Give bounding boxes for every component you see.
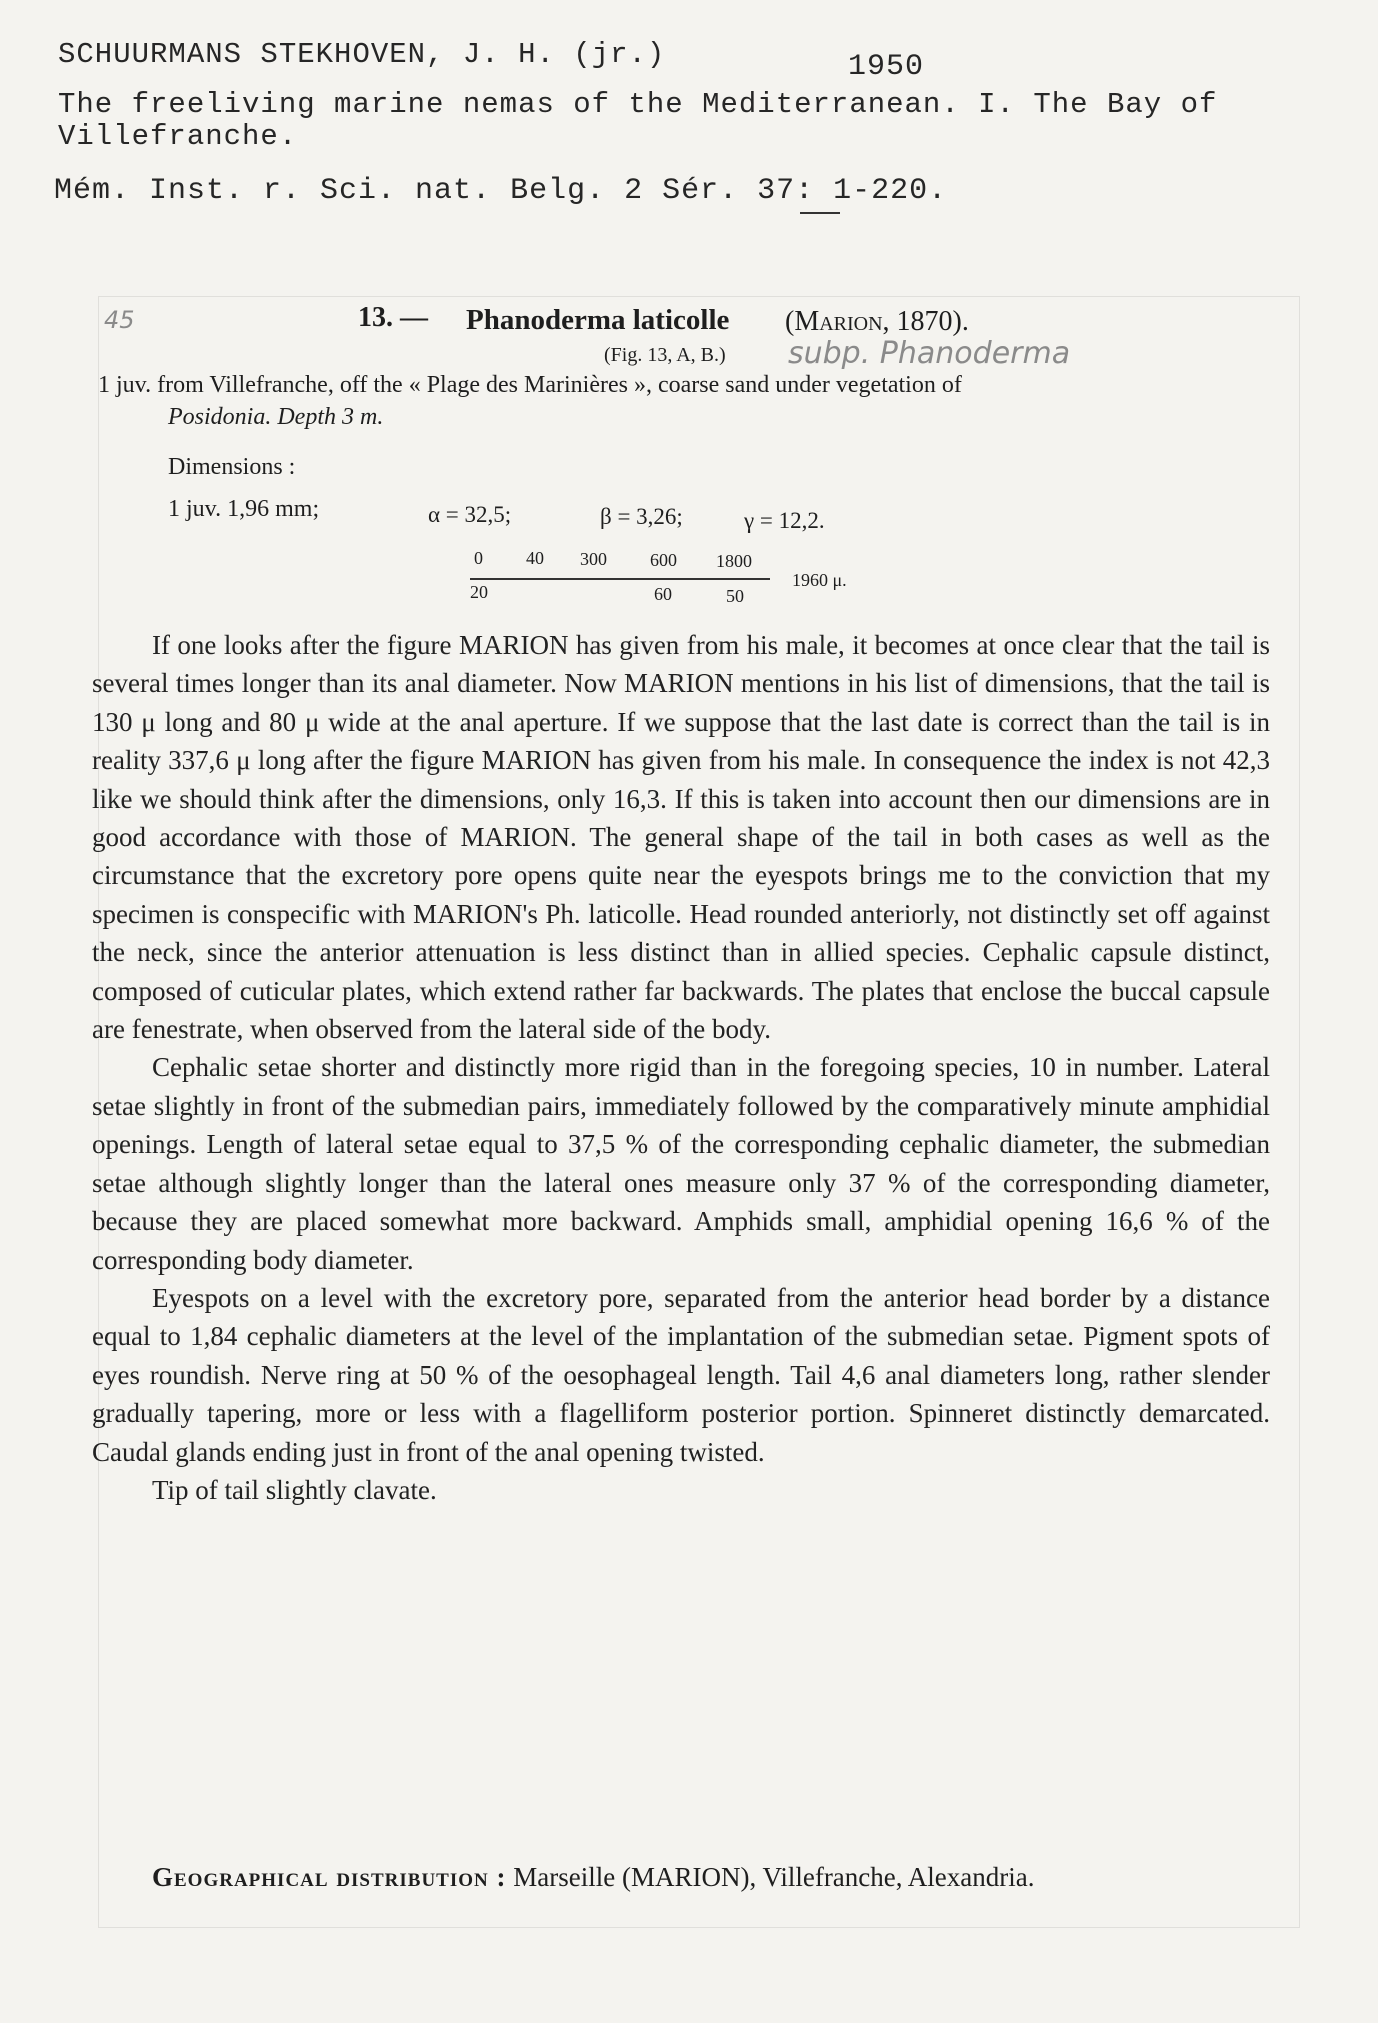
formula-bottom-2: 50 [726,586,744,606]
formula-top-1: 40 [526,548,544,568]
species-heading-author: (Marion, 1870). [785,306,969,337]
geographical-distribution [152,1862,1034,1893]
title-line-1: The freeliving marine nemas of the Mediterranean. I. The Bay of [58,88,1218,121]
figure-reference: (Fig. 13, A, B.) [604,344,726,366]
species-heading-name: Phanoderma laticolle [466,304,730,336]
dimension-alpha: α = 32,5; [428,502,512,527]
formula-top-0: 0 [474,548,483,568]
formula-divider [470,578,770,580]
year: 1950 [848,50,925,84]
body-text [92,626,1270,1509]
dimensions-label: Dimensions : [168,454,296,480]
paragraph-2: Cephalic setae shorter and distinctly more rigid than in the foregoing species, 10 in number. Lateral setae slightly in front of the submedian pairs, immediately followed by the comparatively minute amphidial openings. Length of lateral setae equal to 37,5 % of the corresponding cephalic diameter, the submedian setae although slightly longer than the lateral ones measure only 37 % of the corresponding diameter, because they are placed somewhat more backward. Amphids small, amphidial opening 16,6 % of the corresponding body diameter. [92,1052,1270,1275]
dimension-specimen: 1 juv. 1,96 mm; [168,496,320,522]
page-number-annotation: 45 [104,306,135,334]
paragraph-4: Tip of tail slightly clavate. [152,1474,437,1505]
paragraph-1: If one looks after the figure MARION has given from his male, it becomes at once clear that the tail is several times longer than its anal diameter. Now MARION mentions in his list of dimensions, that the tail is 130 μ long and 80 μ wide at the anal aperture. If we suppose that the last date is correct than the tail is in reality 337,6 μ long after the figure MARION has given from his male. In consequence the index is not 42,3 like we should think after the dimensions, only 16,3. If this is taken into account then our dimensions are in good accordance with those of MARION. The general shape of the tail in both cases as well as the circumstance that the excretory pore opens quite near the eyespots brings me to the conviction that my specimen is conspecific with MARION's Ph. laticolle. Head rounded anteriorly, not distinctly set off against the neck, since the anterior attenuation is less distinct than in allied species. Cephalic capsule distinct, composed of cuticular plates, which extend rather far backwards. The plates that enclose the buccal capsule are fenestrate, when observed from the lateral side of the body. [92,630,1270,1045]
formula-total: 1960 μ. [792,570,847,590]
formula-bottom-0: 20 [470,582,488,602]
species-heading-number: 13. — [358,302,428,333]
geo-value: Marseille (MARION), Villefranche, Alexandria. [513,1862,1035,1892]
author-line: SCHUURMANS STEKHOVEN, J. H. (jr.) [58,38,666,71]
geo-label: Geographical distribution : [152,1862,507,1892]
formula-top-4: 1800 [716,551,752,571]
material-line-1: 1 juv. from Villefranche, off the « Plage des Marinières », coarse sand under vegetation of [98,372,962,398]
paragraph-3: Eyespots on a level with the excretory pore, separated from the anterior head border by a distance equal to 1,84 cephalic diameters at the level of the implantation of the submedian setae. Pigment spots of eyes roundish. Nerve ring at 50 % of the oesophageal length. Tail 4,6 anal diameters long, rather slender gradually tapering, more or less with a flagelliform posterior portion. Spinneret distinctly demarcated. Caudal glands ending just in front of the anal opening twisted. [92,1282,1270,1467]
subgenus-annotation: subp. Phanoderma [788,336,1071,371]
formula-bottom-1: 60 [654,584,672,604]
material-line-2: Posidonia. Depth 3 m. [168,404,384,430]
formula-top-3: 600 [650,550,677,570]
dimension-gamma: γ = 12,2. [744,508,825,533]
formula-top-2: 300 [580,549,607,569]
volume-underline [800,212,840,214]
journal-reference: Mém. Inst. r. Sci. nat. Belg. 2 Sér. 37: 1-220. [54,174,948,208]
dimension-beta: β = 3,26; [600,504,683,529]
title-line-2: Villefranche. [58,120,298,153]
